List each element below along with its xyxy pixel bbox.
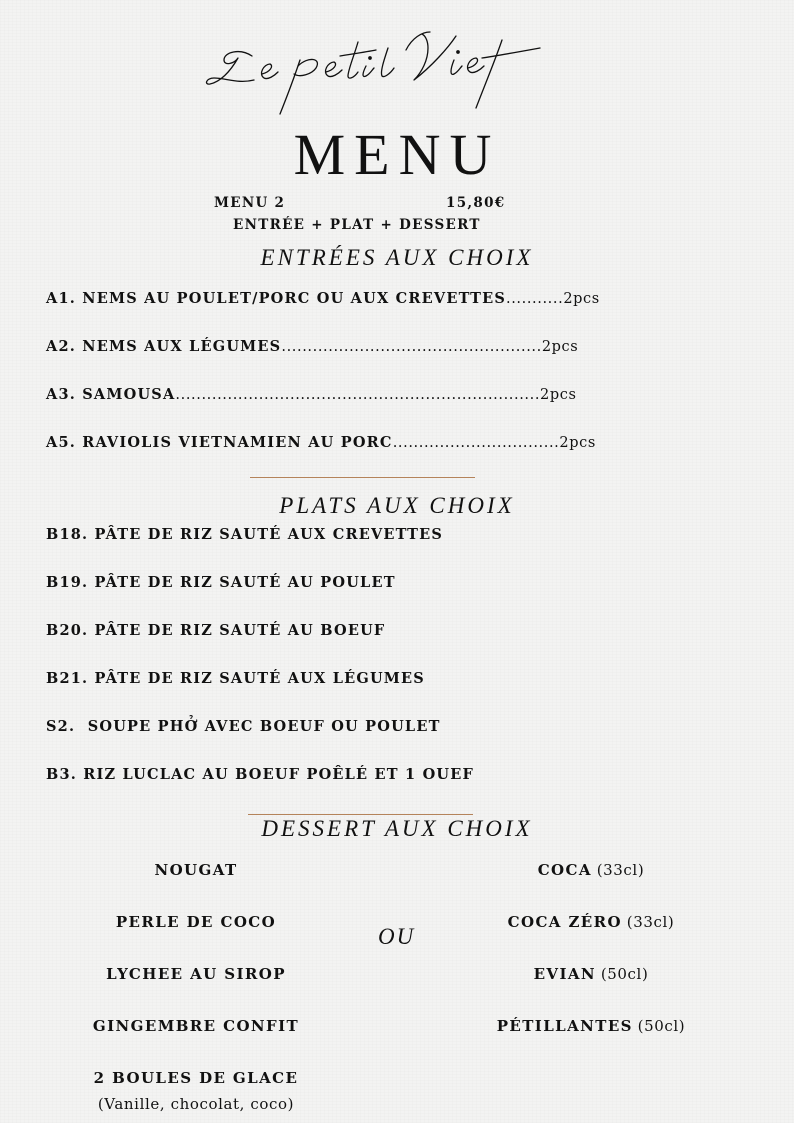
dessert-name: PERLE DE COCO bbox=[115, 913, 277, 931]
entree-dots: ...................................................................... bbox=[175, 387, 541, 403]
entree-item bbox=[46, 290, 600, 307]
dessert-note bbox=[46, 1095, 346, 1113]
entree-dots: ................................ bbox=[392, 435, 560, 451]
dessert-item bbox=[46, 913, 346, 931]
plat-name: B18. PÂTE DE RIZ SAUTÉ AUX CREVETTES bbox=[46, 526, 444, 543]
entree-name: A2. NEMS AUX LÉGUMES bbox=[46, 338, 282, 355]
plat-item bbox=[46, 670, 425, 687]
dessert-name: GINGEMBRE CONFIT bbox=[92, 1017, 300, 1035]
drink-size: (50cl) bbox=[637, 1017, 686, 1035]
dessert-item bbox=[46, 861, 346, 879]
menu-formula: ENTRÉE + PLAT + DESSERT bbox=[233, 217, 481, 233]
dessert-name: NOUGAT bbox=[154, 861, 238, 879]
dessert-item bbox=[46, 1017, 346, 1035]
dessert-flavours: (Vanille, chocolat, coco) bbox=[97, 1095, 295, 1113]
plat-name: S2. SOUPE PHỞ AVEC BOEUF OU POULET bbox=[46, 718, 441, 735]
section-divider bbox=[250, 477, 475, 478]
plat-name: B21. PÂTE DE RIZ SAUTÉ AUX LÉGUMES bbox=[46, 670, 425, 687]
page-title: MENU bbox=[293, 122, 501, 187]
entree-qty: 2pcs bbox=[541, 339, 579, 355]
choice-separator: OU bbox=[378, 924, 416, 949]
plat-item bbox=[46, 718, 441, 735]
entree-item bbox=[46, 338, 578, 355]
section-divider bbox=[248, 814, 473, 815]
drink-size: (33cl) bbox=[626, 913, 675, 931]
drink-item bbox=[441, 913, 741, 931]
plat-item bbox=[46, 622, 385, 639]
entree-dots: .................................................. bbox=[281, 339, 542, 355]
section-title-plats: PLATS AUX CHOIX bbox=[279, 493, 515, 518]
drink-item bbox=[441, 861, 741, 879]
entree-qty: 2pcs bbox=[563, 291, 600, 307]
entree-item bbox=[46, 386, 577, 403]
section-title-entrees: ENTRÉES AUX CHOIX bbox=[260, 245, 534, 270]
entree-name: A1. NEMS AU POULET/PORC OU AUX CREVETTES bbox=[46, 290, 506, 307]
dessert-name: 2 BOULES DE GLACE bbox=[93, 1069, 299, 1087]
drink-name: COCA bbox=[537, 861, 592, 879]
plat-item bbox=[46, 526, 443, 543]
dessert-item bbox=[46, 1069, 346, 1087]
drink-name: EVIAN bbox=[533, 965, 597, 983]
section-title-desserts: DESSERT AUX CHOIX bbox=[261, 816, 533, 841]
drink-item bbox=[441, 965, 741, 983]
entree-qty: 2pcs bbox=[540, 387, 577, 403]
plat-item bbox=[46, 574, 396, 591]
plat-name: B20. PÂTE DE RIZ SAUTÉ AU BOEUF bbox=[46, 622, 386, 639]
entree-name: A5. RAVIOLIS VIETNAMIEN AU PORC bbox=[46, 434, 393, 451]
plat-name: B19. PÂTE DE RIZ SAUTÉ AU POULET bbox=[46, 574, 396, 591]
drink-name: COCA ZÉRO bbox=[507, 913, 622, 931]
entree-name: A3. SAMOUSA bbox=[46, 386, 176, 403]
drink-item bbox=[441, 1017, 741, 1035]
dessert-item bbox=[46, 965, 346, 983]
plat-item bbox=[46, 766, 474, 783]
entree-qty: 2pcs bbox=[559, 435, 596, 451]
drink-size: (33cl) bbox=[596, 861, 645, 879]
restaurant-logo bbox=[200, 28, 545, 120]
plat-name: B3. RIZ LUCLAC AU BOEUF POÊLÉ ET 1 OUEF bbox=[46, 766, 474, 783]
menu-price: 15,80€ bbox=[446, 195, 506, 211]
entree-dots: ........... bbox=[506, 291, 564, 307]
dessert-name: LYCHEE AU SIROP bbox=[106, 965, 286, 983]
drink-name: PÉTILLANTES bbox=[496, 1017, 633, 1035]
drink-size: (50cl) bbox=[600, 965, 649, 983]
menu-name: MENU 2 bbox=[214, 195, 286, 211]
entree-item bbox=[46, 434, 596, 451]
